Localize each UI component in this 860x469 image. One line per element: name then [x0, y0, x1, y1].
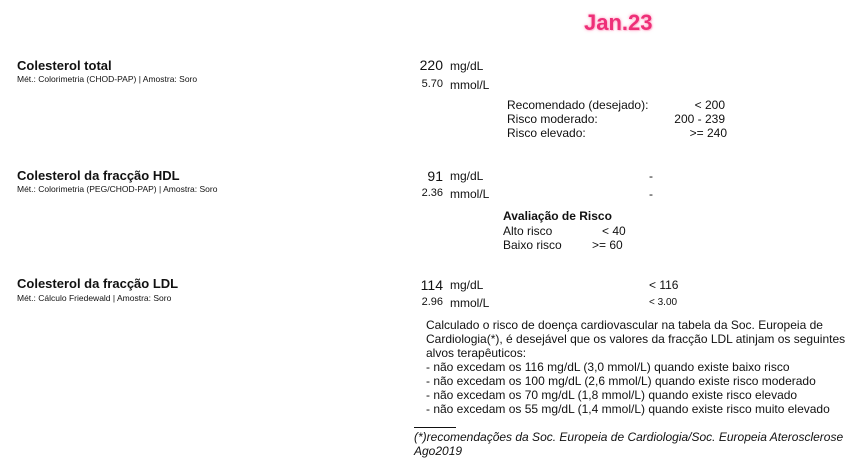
- ldl-target-very-high: - não excedam os 55 mg/dL (1,4 mmol/L) quando existe risco muito elevado: [426, 402, 830, 416]
- ldl-target-low: - não excedam os 116 mg/dL (3,0 mmol/L) quando existe baixo risco: [426, 360, 790, 374]
- footnote-text: (*)recomendações da Soc. Europeia de Cardiologia/Soc. Europeia Aterosclerose: [414, 430, 844, 444]
- ldl-target-moderate: - não excedam os 100 mg/dL (2,6 mmol/L) quando existe risco moderado: [426, 374, 816, 388]
- report-date: Jan.23: [584, 10, 653, 35]
- ref-mmol-hdl: -: [649, 187, 653, 201]
- ref-value-high: >= 240: [689, 126, 727, 140]
- risk-title-hdl: Avaliação de Risco: [503, 209, 612, 223]
- test-title-hdl: Colesterol da fracção HDL: [17, 168, 180, 183]
- ldl-target-high: - não excedam os 70 mg/dL (1,8 mmol/L) quando existe risco elevado: [426, 388, 798, 402]
- risk-value-low: >= 60: [592, 238, 623, 252]
- test-title-total: Colesterol total: [17, 58, 112, 73]
- unit-mmol-total: mmol/L: [450, 78, 490, 92]
- unit-mmol-ldl: mmol/L: [450, 296, 490, 310]
- test-method-total: Mét.: Colorimetria (CHOD-PAP) | Amostra: Soro: [17, 74, 198, 84]
- test-method-ldl: Mét.: Cálculo Friedewald | Amostra: Soro: [17, 293, 172, 303]
- ref-value-recommended: < 200: [694, 98, 725, 112]
- ref-mg-hdl: -: [649, 169, 653, 183]
- footnote-divider: [414, 427, 456, 428]
- test-title-ldl: Colesterol da fracção LDL: [17, 276, 179, 291]
- risk-label-low: Baixo risco: [503, 238, 562, 252]
- ref-mg-ldl: < 116: [649, 278, 679, 292]
- ref-mmol-ldl: < 3.00: [649, 297, 678, 308]
- ldl-note-line: Calculado o risco de doença cardiovascular na tabela da Soc. Europeia de: [426, 318, 823, 332]
- unit-mmol-hdl: mmol/L: [450, 187, 490, 201]
- value-mmol-total: 5.70: [421, 78, 443, 90]
- value-mg-ldl: 114: [420, 277, 443, 293]
- ref-label-moderate: Risco moderado:: [507, 112, 598, 126]
- ref-value-moderate: 200 - 239: [674, 112, 725, 126]
- ldl-note-line: Cardiologia(*), é desejável que os valores da fracção LDL atinjam os seguintes: [426, 332, 846, 346]
- ldl-note-line: alvos terapêuticos:: [426, 346, 527, 360]
- risk-label-high: Alto risco: [503, 224, 553, 238]
- unit-mg-hdl: mg/dL: [450, 169, 484, 183]
- unit-mg-ldl: mg/dL: [450, 278, 484, 292]
- test-method-hdl: Mét.: Colorimetria (PEG/CHOD-PAP) | Amostra: Soro: [17, 184, 218, 194]
- ref-label-high: Risco elevado:: [507, 126, 586, 140]
- value-mg-total: 220: [419, 57, 443, 73]
- value-mg-hdl: 91: [427, 168, 443, 184]
- ref-label-recommended: Recomendado (desejado):: [507, 98, 649, 112]
- risk-value-high: < 40: [602, 224, 626, 238]
- footnote-date: Ago2019: [414, 444, 463, 458]
- value-mmol-hdl: 2.36: [421, 187, 443, 199]
- unit-mg-total: mg/dL: [450, 59, 484, 73]
- value-mmol-ldl: 2.96: [421, 296, 443, 308]
